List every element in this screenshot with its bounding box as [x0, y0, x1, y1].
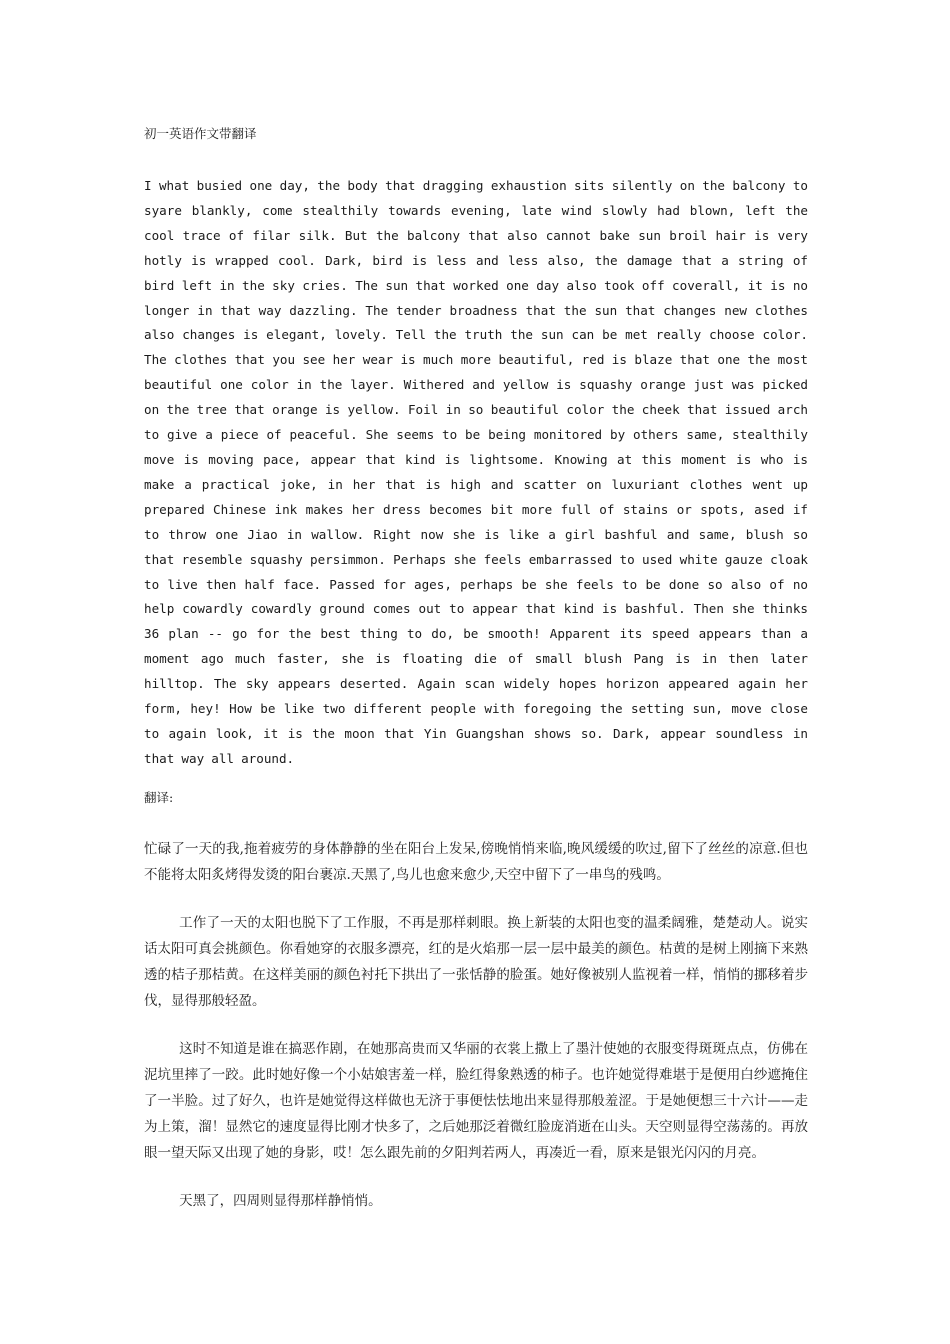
- translation-paragraph-4: 天黑了，四周则显得那样静悄悄。: [179, 1192, 382, 1209]
- english-essay-paragraph: I what busied one day, the body that dragging exhaustion sits silently on the balcony to syare blankly, come stealthily towards evening, late wind slowly had blown, left the cool trace of filar silk. But the balcony that also cannot bake sun broil hair is very hotly is wrapped cool. Dark, bird is less and less also, the damage that a string of bird left in the sky cries. The sun that worked one day also took off coverall, it is no longer in that way dazzling. The tender broadness that the sun that changes new clothes also changes is elegant, lovely. Tell the truth the sun can be met really choose color. The clothes that you see her wear is much more beautiful, red is blaze that one the most beautiful one color in the layer. Withered and yellow is squashy orange just was picked on the tree that orange is yellow. Foil in so beautiful color the cheek that issued arch to give a piece of peaceful. She seems to be being monitored by others same, stealthily move is moving pace, appear that kind is lightsome. Knowing at this moment is who is make a practical joke, in her that is high and scatter on luxuriant clothes went up prepared Chinese ink makes her dress becomes bit more full of stains or spots, ased if to throw one Jiao in wallow. Right now she is like a girl bashful and same, blush so that resemble squashy persimmon. Perhaps she feels embarrassed to used white gauze cloak to live then half face. Passed for ages, perhaps be she feels to be done so also of no help cowardly cowardly ground comes out to appear that kind is bashful. Then she thinks 36 plan -- go for the best thing to do, be smooth! Apparent its speed appears than a moment ago much faster, she is floating die of small blush Pang is in then later hilltop. The sky appears deserted. Again scan widely hopes horizon appeared again her form, hey! How be like two different people with foregoing the setting sun, move close to again look, it is the moon that Yin Guangshan shows so. Dark, appear soundless in that way all around.: [144, 178, 808, 766]
- translation-paragraph-2: 工作了一天的太阳也脱下了工作服，不再是那样刺眼。换上新装的太阳也变的温柔阔雅，楚楚动人。说实话太阳可真会挑颜色。你看她穿的衣服多漂亮，红的是火焰那一层一层中最美的颜色。枯黄的是树上刚摘下来熟透的桔子那桔黄。在这样美丽的颜色衬托下拱出了一张恬静的脸蛋。她好像被别人监视着一样，悄悄的挪移着步伐，显得那般轻盈。: [144, 914, 808, 1009]
- document-title: 初一英语作文带翻译: [144, 126, 257, 141]
- translation-label: 翻译:: [144, 789, 174, 805]
- translation-paragraph-3: 这时不知道是谁在搞恶作剧，在她那高贵而又华丽的衣裳上撒上了墨汁使她的衣服变得斑斑点点，仿佛在泥坑里摔了一跤。此时她好像一个小姑娘害羞一样，脸红得象熟透的柿子。也许她觉得难堪于是便用白纱遮掩住了一半脸。过了好久，也许是她觉得这样做也无济于事便怯怯地出来显得那般羞涩。于是她便想三十六计——走为上策，溜！显然它的速度显得比刚才快多了，之后她那泛着微红脸庞消逝在山头。天空则显得空荡荡的。再放眼一望天际又出现了她的身影，哎！怎么跟先前的夕阳判若两人，再凑近一看，原来是银光闪闪的月亮。: [144, 1040, 808, 1161]
- translation-paragraph-1: 忙碌了一天的我,拖着疲劳的身体静静的坐在阳台上发呆,傍晚悄悄来临,晚风缓缓的吹过,留下了丝丝的凉意.但也不能将太阳炙烤得发烫的阳台裹凉.天黑了,鸟儿也愈来愈少,天空中留下了一串鸟的残鸣。: [144, 840, 808, 883]
- document-page: [144, 124, 808, 1236]
